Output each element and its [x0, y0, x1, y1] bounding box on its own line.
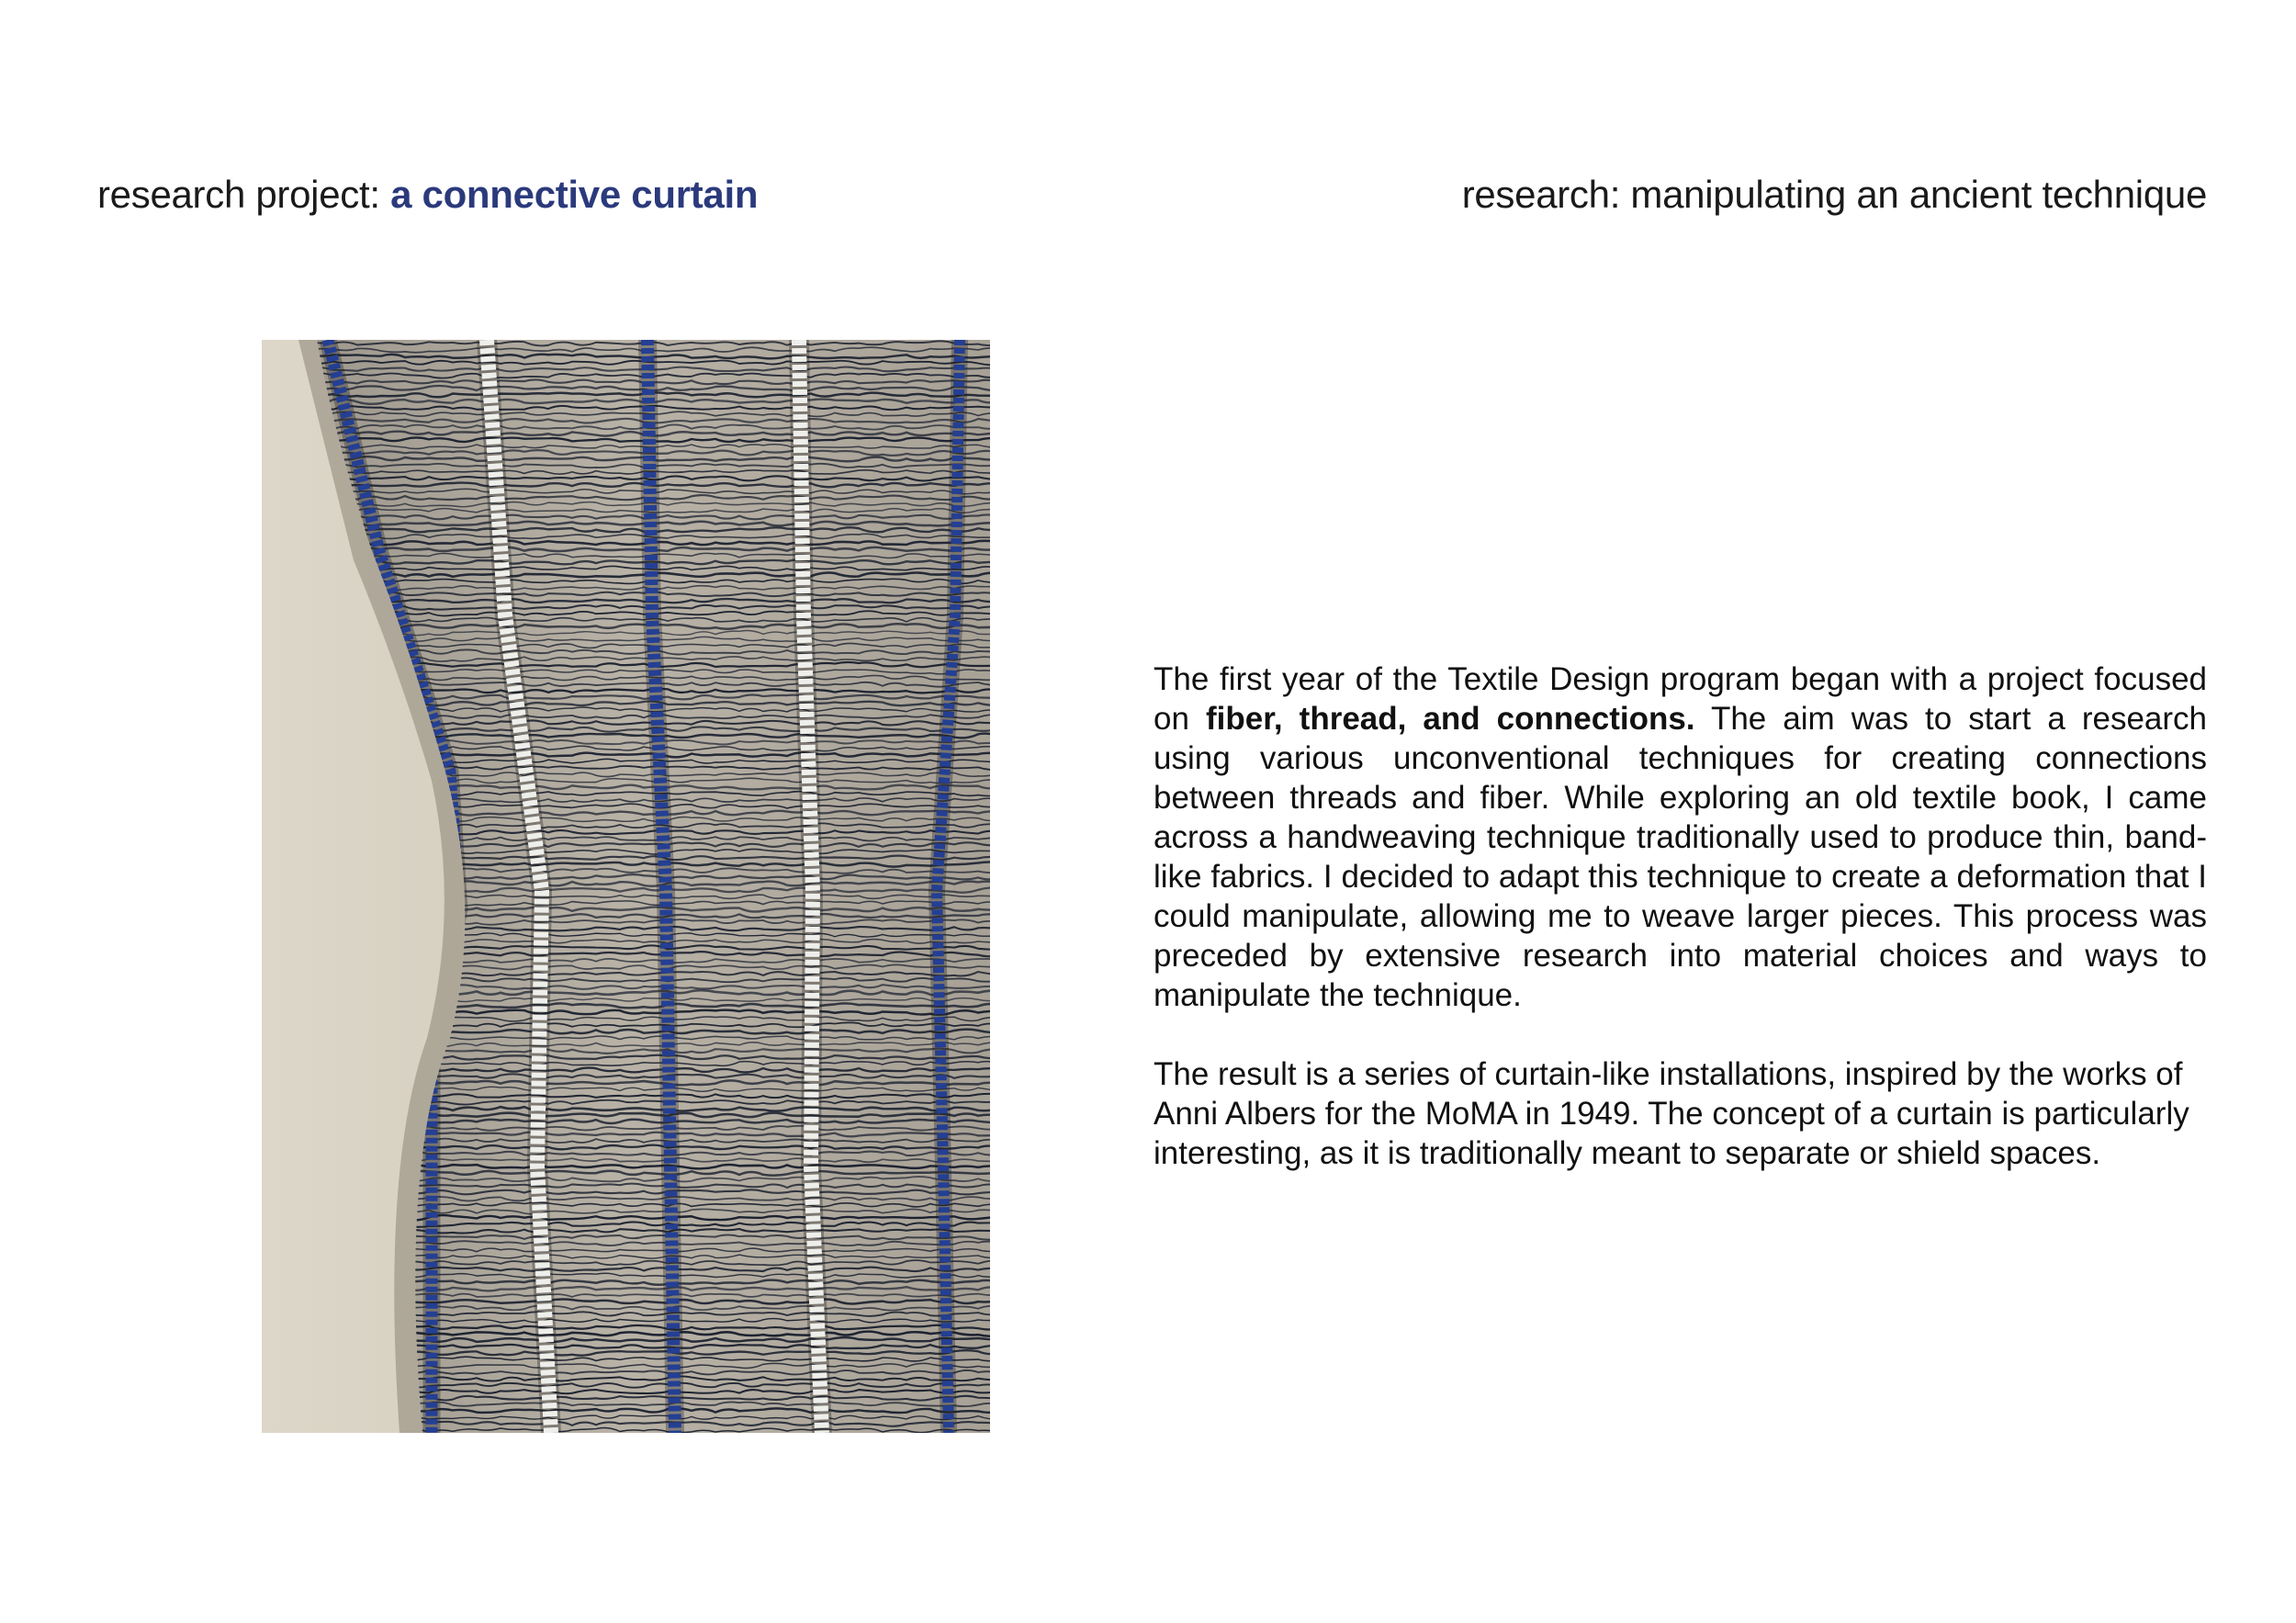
project-title-prefix: research project:	[97, 173, 391, 216]
woven-curtain-illustration	[262, 340, 990, 1433]
paragraph-1-bold: fiber, thread, and connections.	[1205, 701, 1695, 737]
project-title	[97, 173, 758, 217]
project-title-accent: a connective curtain	[390, 173, 759, 216]
paragraph-2: The result is a series of curtain-like installations, inspired by the works of Anni Albers for the MoMA in 1949. The concept of a curtain is particularly interesting, as it is traditionally meant to separate or shield spaces.	[1154, 1056, 2189, 1171]
paragraph-1	[1154, 659, 2207, 1015]
woven-curtain-photo	[262, 340, 990, 1433]
section-title: research: manipulating an ancient technique	[1461, 173, 2207, 216]
paragraph-1-start: The first year of the Textile Design program began with a project focused on	[1154, 661, 2207, 737]
paragraph-1-rest: The aim was to start a research using various unconventional techniques for creating connections between threads and fiber. While exploring an old textile book, I came across a handweaving technique traditionally used to produce thin, band-like fabrics. I decided to adapt this technique to create a deformation that I could manipulate, allowing me to weave larger pieces. This process was preceded by extensive research into material choices and ways to manipulate the technique.	[1154, 701, 2208, 1013]
body-text	[1154, 659, 2207, 1173]
